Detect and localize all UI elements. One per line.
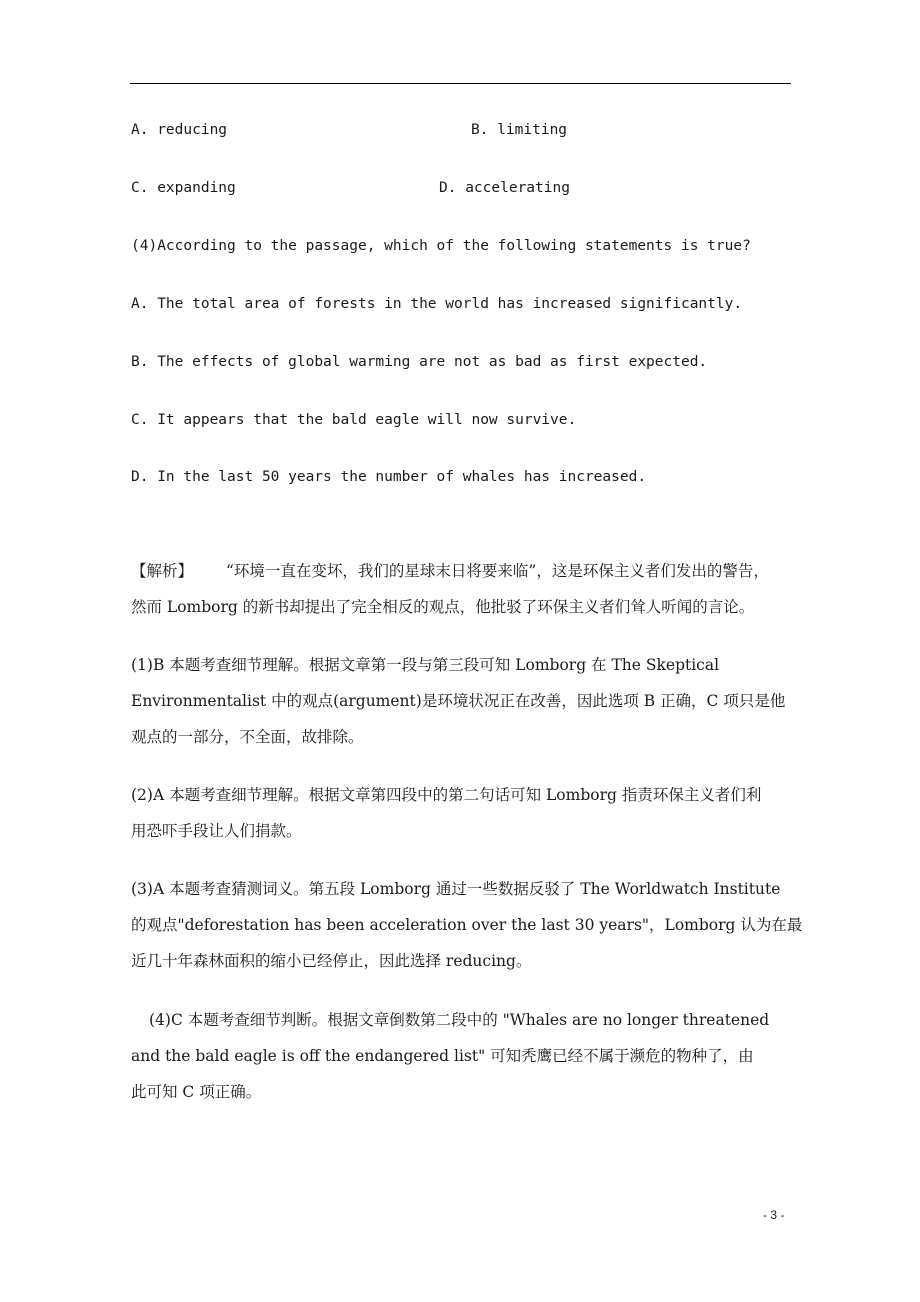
analysis-intro-line-1: “环境一直在变坏，我们的星球末日将要来临”，这是环保主义者们发出的警告， [226,562,769,580]
answer-1-line-2: Environmentalist 中的观点(argument)是环境状况正在改善，因此选项 B 正确，C 项只是他 [131,692,786,710]
answer-3-line-3: 近几十年森林面积的缩小已经停止，因此选择 reducing。 [131,952,532,970]
analysis-heading: 【解析】 [131,562,194,580]
answer-3-line-1: (3)A 本题考查猜测词义。第五段 Lomborg 通过一些数据反驳了 The Worldwatch Institute [131,880,781,898]
option-3c: C. expanding [131,180,236,196]
answer-2-line-1: (2)A 本题考查细节理解。根据文章第四段中的第二句话可知 Lomborg 指责环保主义者们利 [131,786,762,804]
answer-4-line-1: (4)C 本题考查细节判断。根据文章倒数第二段中的 "Whales are no longer threatened [149,1011,770,1029]
option-4b: B. The effects of global warming are not as bad as first expected. [131,354,708,370]
answer-4-line-3: 此可知 C 项正确。 [131,1083,262,1101]
answer-1-line-1: (1)B 本题考查细节理解。根据文章第一段与第三段可知 Lomborg 在 The Skeptical [131,656,720,674]
answer-2-line-2: 用恐吓手段让人们捐款。 [131,822,302,840]
answer-4-line-2: and the bald eagle is off the endangered list" 可知秃鹰已经不属于濒危的物种了，由 [131,1047,754,1065]
option-3a: A. reducing [131,122,228,138]
header-rule [130,83,791,84]
answer-3-line-2: 的观点"deforestation has been acceleration over the last 30 years"，Lomborg 认为在最 [131,916,803,934]
option-4d: D. In the last 50 years the number of whales has increased. [131,469,647,485]
option-4c: C. It appears that the bald eagle will now survive. [131,412,577,428]
question-4-stem: (4)According to the passage, which of the following statements is true? [131,238,751,254]
analysis-intro-line-2: 然而 Lomborg 的新书却提出了完全相反的观点，他批驳了环保主义者们耸人听闻的言论。 [131,598,755,616]
answer-1-line-3: 观点的一部分，不全面，故排除。 [131,728,364,746]
page-number: - 3 - [763,1208,785,1222]
option-3d: D. accelerating [439,180,570,196]
option-3b: B. limiting [471,122,568,138]
option-4a: A. The total area of forests in the world has increased significantly. [131,296,743,312]
